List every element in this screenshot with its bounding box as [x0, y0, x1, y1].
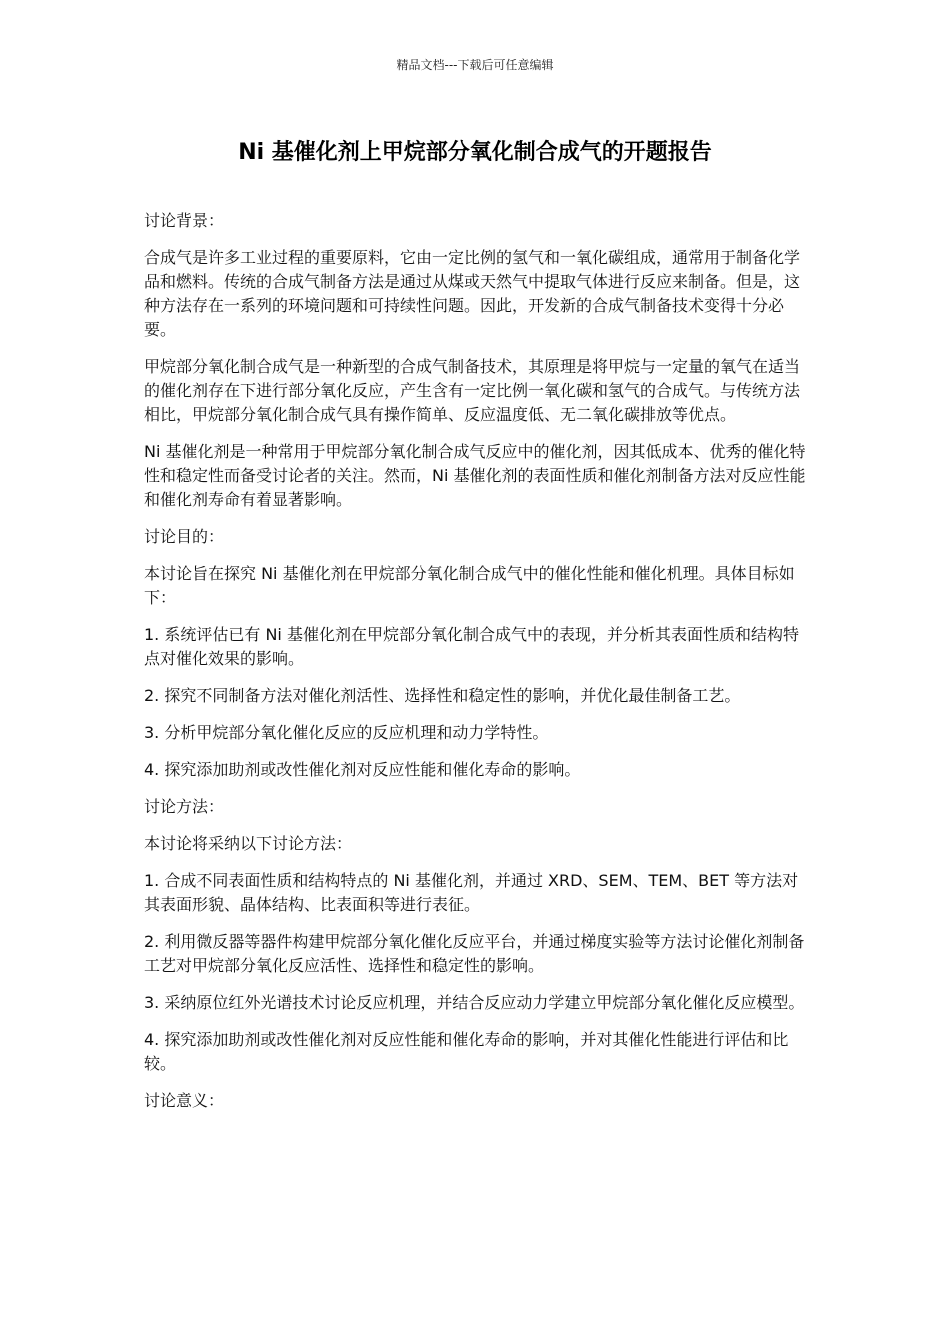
paragraph-background-3: Ni 基催化剂是一种常用于甲烷部分氧化制合成气反应中的催化剂，因其低成本、优秀的催化特性和稳定性而备受讨论者的关注。然而，Ni 基催化剂的表面性质和催化剂制备方法对反应性能和催化剂寿命有着显著影响。	[144, 442, 806, 509]
section-heading-background: 讨论背景：	[144, 211, 225, 230]
paragraph-background-1: 合成气是许多工业过程的重要原料，它由一定比例的氢气和一氧化碳组成，通常用于制备化学品和燃料。传统的合成气制备方法是通过从煤或天然气中提取气体进行反应来制备。但是，这种方法存在一系列的环境问题和可持续性问题。因此，开发新的合成气制备技术变得十分必要。	[144, 248, 801, 339]
section-heading-significance: 讨论意义：	[144, 1091, 225, 1110]
list-item-method-4: 4. 探究添加助剂或改性催化剂对反应性能和催化寿命的影响，并对其催化性能进行评估和比较。	[144, 1030, 789, 1073]
list-item-purpose-4: 4. 探究添加助剂或改性催化剂对反应性能和催化寿命的影响。	[144, 760, 581, 779]
document-body	[144, 209, 810, 1126]
paragraph-method-intro: 本讨论将采纳以下讨论方法：	[144, 834, 353, 853]
paragraph-background-2: 甲烷部分氧化制合成气是一种新型的合成气制备技术，其原理是将甲烷与一定量的氧气在适当的催化剂存在下进行部分氧化反应，产生含有一定比例一氧化碳和氢气的合成气。与传统方法相比，甲烷部分氧化制合成气具有操作简单、反应温度低、无二氧化碳排放等优点。	[144, 357, 801, 424]
list-item-purpose-1: 1. 系统评估已有 Ni 基催化剂在甲烷部分氧化制合成气中的表现，并分析其表面性质和结构特点对催化效果的影响。	[144, 625, 799, 668]
section-heading-method: 讨论方法：	[144, 797, 225, 816]
list-item-purpose-2: 2. 探究不同制备方法对催化剂活性、选择性和稳定性的影响，并优化最佳制备工艺。	[144, 686, 741, 705]
list-item-purpose-3: 3. 分析甲烷部分氧化催化反应的反应机理和动力学特性。	[144, 723, 549, 742]
section-heading-purpose: 讨论目的：	[144, 527, 225, 546]
list-item-method-1: 1. 合成不同表面性质和结构特点的 Ni 基催化剂，并通过 XRD、SEM、TEM、BET 等方法对其表面形貌、晶体结构、比表面积等进行表征。	[144, 871, 799, 914]
list-item-method-3: 3. 采纳原位红外光谱技术讨论反应机理，并结合反应动力学建立甲烷部分氧化催化反应模型。	[144, 993, 805, 1012]
paragraph-purpose-intro: 本讨论旨在探究 Ni 基催化剂在甲烷部分氧化制合成气中的催化性能和催化机理。具体目标如下：	[144, 564, 795, 607]
list-item-method-2: 2. 利用微反器等器件构建甲烷部分氧化催化反应平台，并通过梯度实验等方法讨论催化剂制备工艺对甲烷部分氧化反应活性、选择性和稳定性的影响。	[144, 932, 805, 975]
page-header: 精品文档---下载后可任意编辑	[396, 58, 554, 72]
document-title: Ni 基催化剂上甲烷部分氧化制合成气的开题报告	[238, 140, 712, 165]
